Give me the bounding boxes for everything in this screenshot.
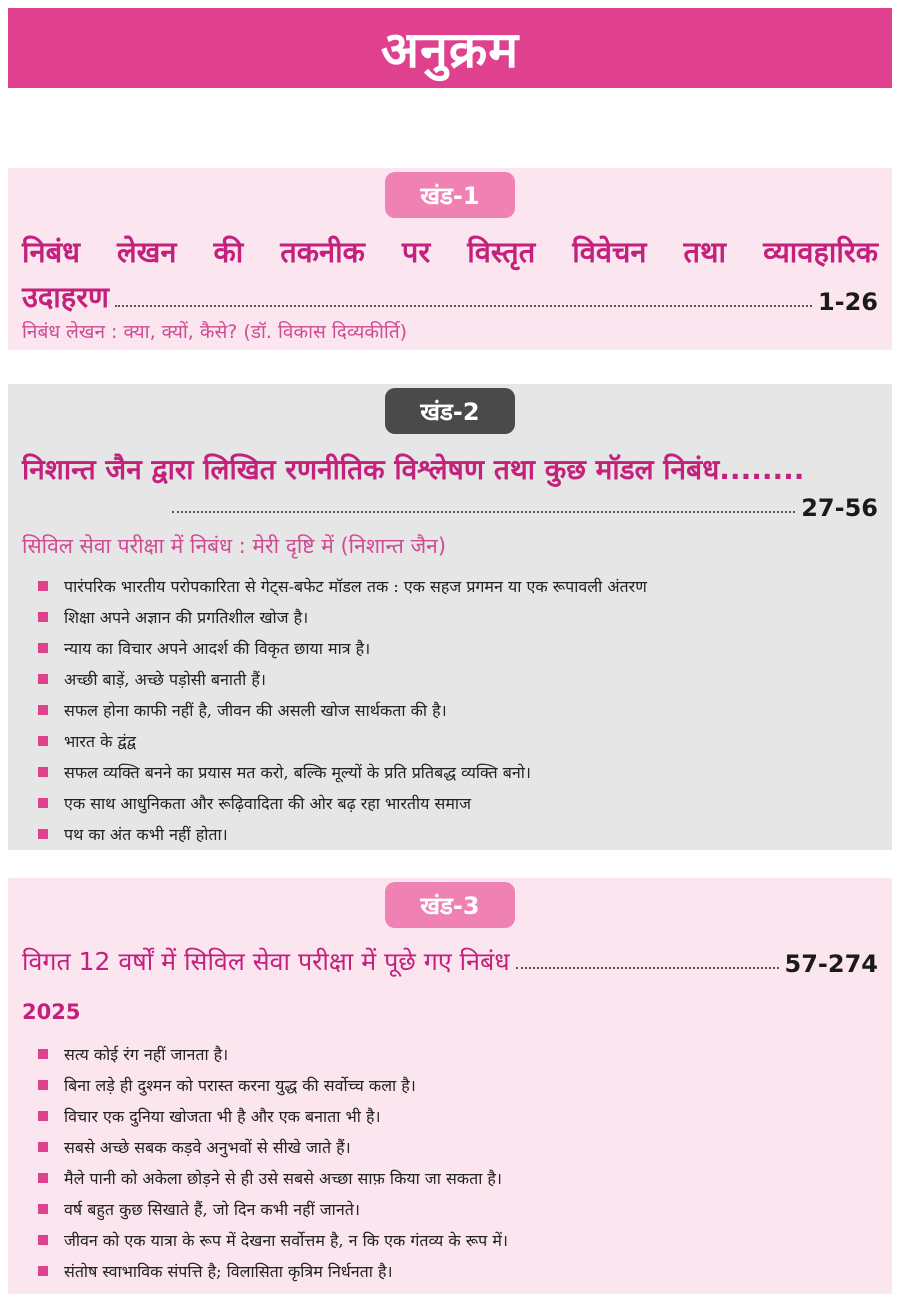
- list-item[interactable]: पारंपरिक भारतीय परोपकारिता से गेट्स-बफेट मॉडल तक : एक सहज प्रगमन या एक रूपावली अंतरण: [38, 570, 872, 601]
- leader-dots: [115, 305, 812, 307]
- essay-list: [38, 570, 872, 849]
- leader-dots: [516, 967, 779, 969]
- bullet-icon: [38, 1049, 48, 1059]
- list-item[interactable]: शिक्षा अपने अज्ञान की प्रगतिशील खोज है।: [38, 601, 872, 632]
- section-heading-text: निशान्त जैन द्वारा लिखित रणनीतिक विश्लेषण तथा कुछ मॉडल निबंध........: [22, 453, 805, 486]
- bullet-icon: [38, 1111, 48, 1121]
- bullet-icon: [38, 674, 48, 684]
- section-badge: खंड-1: [385, 172, 515, 218]
- list-item[interactable]: सफल व्यक्ति बनने का प्रयास मत करो, बल्कि मूल्यों के प्रति प्रतिबद्ध व्यक्ति बनो।: [38, 756, 872, 787]
- section-heading-text: विगत 12 वर्षों में सिविल सेवा परीक्षा में पूछे गए निबंध: [22, 947, 510, 976]
- bullet-icon: [38, 767, 48, 777]
- section-heading[interactable]: [22, 944, 878, 978]
- bullet-icon: [38, 705, 48, 715]
- list-item[interactable]: सफल होना काफी नहीं है, जीवन की असली खोज सार्थकता की है।: [38, 694, 872, 725]
- list-item[interactable]: एक साथ आधुनिकता और रूढ़िवादिता की ओर बढ़ रहा भारतीय समाज: [38, 787, 872, 818]
- list-item[interactable]: न्याय का विचार अपने आदर्श की विकृत छाया मात्र है।: [38, 632, 872, 663]
- bullet-icon: [38, 736, 48, 746]
- page-title: अनुक्रम: [380, 21, 520, 79]
- section-subheading: सिविल सेवा परीक्षा में निबंध : मेरी दृष्टि में (निशान्त जैन): [22, 534, 447, 558]
- section-heading-line1: निबंध लेखन की तकनीक पर विस्तृत विवेचन तथा व्यावहारिक: [22, 235, 878, 269]
- page-range: 27-56: [801, 494, 878, 522]
- page-range: 1-26: [817, 288, 878, 316]
- bullet-icon: [38, 1080, 48, 1090]
- list-item[interactable]: अच्छी बाड़ें, अच्छे पड़ोसी बनाती हैं।: [38, 663, 872, 694]
- section-heading-line2: उदाहरण: [22, 280, 110, 314]
- section-subheading: निबंध लेखन : क्या, क्यों, कैसे? (डॉ. विकास दिव्यकीर्ति): [22, 321, 408, 343]
- list-item[interactable]: जीवन को एक यात्रा के रूप में देखना सर्वोत्तम है, न कि एक गंतव्य के रूप में।: [38, 1224, 872, 1255]
- bullet-icon: [38, 829, 48, 839]
- list-item[interactable]: विचार एक दुनिया खोजता भी है और एक बनाता भी है।: [38, 1100, 872, 1131]
- bullet-icon: [38, 581, 48, 591]
- list-item[interactable]: मैले पानी को अकेला छोड़ने से ही उसे सबसे अच्छा साफ़ किया जा सकता है।: [38, 1162, 872, 1193]
- bullet-icon: [38, 1266, 48, 1276]
- bullet-icon: [38, 1235, 48, 1245]
- list-item[interactable]: बिना लड़े ही दुश्मन को परास्त करना युद्ध की सर्वोच्च कला है।: [38, 1069, 872, 1100]
- bullet-icon: [38, 1142, 48, 1152]
- page-range: 57-274: [784, 950, 878, 978]
- section-khand-2: [8, 384, 892, 850]
- bullet-icon: [38, 798, 48, 808]
- section-badge: खंड-2: [385, 388, 515, 434]
- list-item[interactable]: वर्ष बहुत कुछ सिखाते हैं, जो दिन कभी नहीं जानते।: [38, 1193, 872, 1224]
- essay-list: [38, 1038, 872, 1286]
- title-banner: [8, 8, 892, 88]
- bullet-icon: [38, 1173, 48, 1183]
- list-item[interactable]: पथ का अंत कभी नहीं होता।: [38, 818, 872, 849]
- list-item[interactable]: संतोष स्वाभाविक संपत्ति है; विलासिता कृत्रिम निर्धनता है।: [38, 1255, 872, 1286]
- section-heading[interactable]: [22, 232, 878, 316]
- list-item[interactable]: सबसे अच्छे सबक कड़वे अनुभवों से सीखे जाते हैं।: [38, 1131, 872, 1162]
- section-heading[interactable]: [22, 450, 878, 522]
- bullet-icon: [38, 1204, 48, 1214]
- section-khand-3: [8, 878, 892, 1294]
- list-item[interactable]: सत्य कोई रंग नहीं जानता है।: [38, 1038, 872, 1069]
- bullet-icon: [38, 612, 48, 622]
- leader-dots: [172, 511, 795, 513]
- list-item[interactable]: भारत के द्वंद्व: [38, 725, 872, 756]
- section-khand-1: [8, 168, 892, 350]
- section-badge: खंड-3: [385, 882, 515, 928]
- year-label: 2025: [22, 1000, 81, 1024]
- bullet-icon: [38, 643, 48, 653]
